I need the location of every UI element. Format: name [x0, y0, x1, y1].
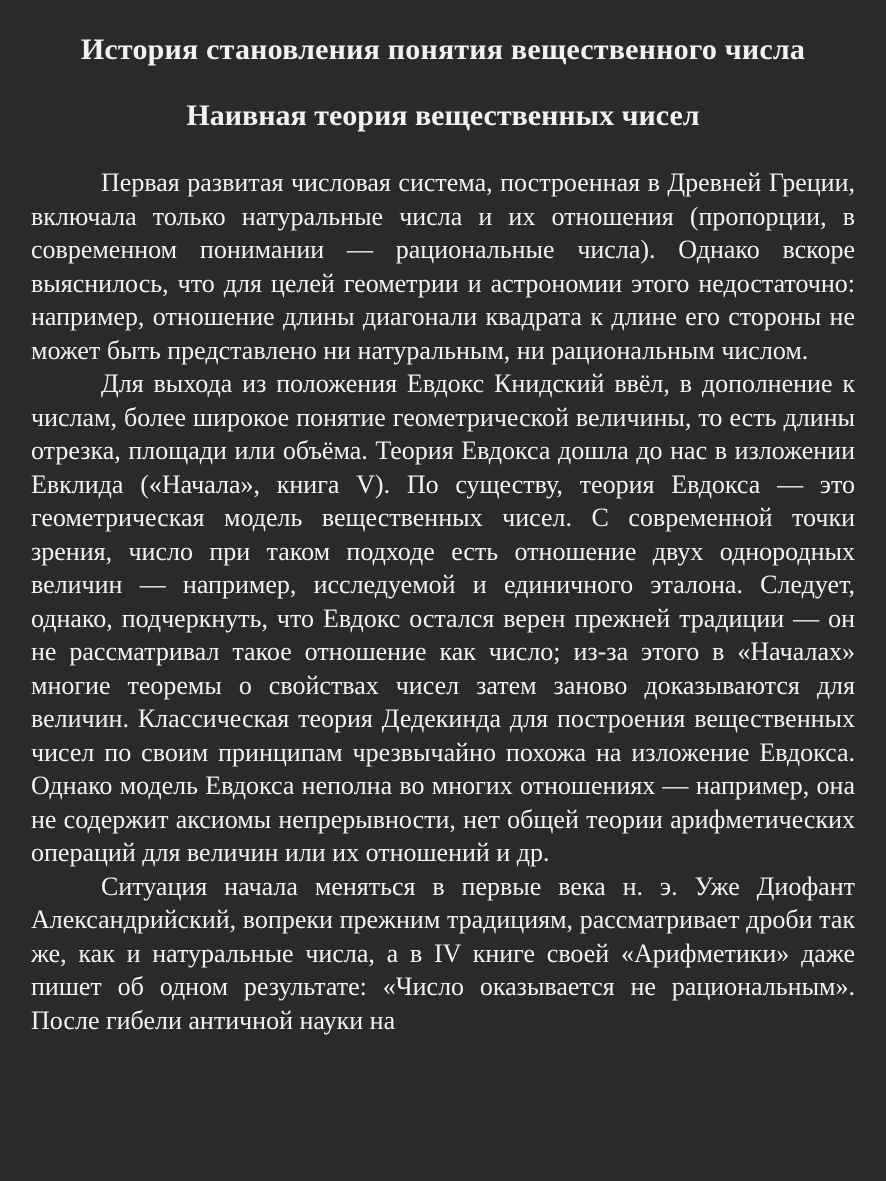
section-heading: Наивная теория вещественных чисел — [186, 99, 700, 132]
paragraph-2: Для выхода из положения Евдокс Книдский ввёл, в дополнение к числам, более широкое понятие геометрической величины, то есть длины отрезка, площади или объёма. Теория Евдокса дошла до нас в изложении Евклида («Начала», книга V). По существу, теория Евдокса — это геометрическая модель вещественных чисел. С современной точки зрения, число при таком подходе есть отношение двух однородных величин — например, исследуемой и единичного эталона. Следует, однако, подчеркнуть, что Евдокс остался верен прежней традиции — он не рассматривал такое отношение как число; из-за этого в «Началах» многие теоремы о свойствах чисел затем заново доказываются для величин. Классическая теория Дедекинда для построения вещественных чисел по своим принципам чрезвычайно похожа на изложение Евдокса. Однако модель Евдокса неполна во многих отношениях — например, она не содержит аксиомы непрерывности, нет общей теории арифметических операций для величин или их отношений и др. — [31, 369, 855, 867]
paragraph-1: Первая развитая числовая система, построенная в Древней Греции, включала только натуральные числа и их отношения (пропорции, в современном понимании — рациональные числа). Однако вскоре выяснилось, что для целей геометрии и астрономии этого недостаточно: например, отношение длины диагонали квадрата к длине его стороны не может быть представлено ни натуральным, ни рациональным числом. — [31, 168, 855, 365]
page-title: История становления понятия вещественного числа — [80, 33, 806, 66]
paragraph-3: Ситуация начала меняться в первые века н. э. Уже Диофант Александрийский, вопреки прежним традициям, рассматривает дроби так же, как и натуральные числа, а в IV книге своей «Арифметики» даже пишет об одном результате: «Число оказывается не рациональным». После гибели античной науки на — [31, 871, 855, 1035]
